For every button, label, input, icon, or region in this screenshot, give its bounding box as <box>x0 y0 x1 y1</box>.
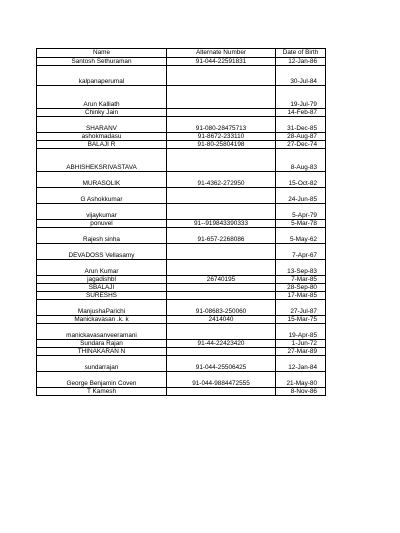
cell-name: SHARANV <box>37 117 167 133</box>
table-row <box>37 316 326 324</box>
table-row <box>37 149 326 172</box>
table-row <box>37 220 326 228</box>
cell-date-of-birth: 31-Dec-85 <box>276 117 326 133</box>
cell-alternate-number: 91-4362-272950 <box>167 172 276 188</box>
cell-alternate-number: 91-80-25804198 <box>167 141 276 149</box>
table-row <box>37 356 326 372</box>
table-row <box>37 388 326 396</box>
cell-name: Arun Kumar <box>37 260 167 276</box>
cell-name: ashokmadasu <box>37 133 167 141</box>
cell-name: jagadishbl <box>37 276 167 284</box>
table-row <box>37 133 326 141</box>
cell-name: SURESHS <box>37 292 167 300</box>
cell-date-of-birth: 8-Aug-83 <box>276 149 326 172</box>
cell-date-of-birth: 27-Dec-74 <box>276 141 326 149</box>
cell-alternate-number <box>167 292 276 300</box>
cell-name: sundarrajan <box>37 356 167 372</box>
table-row <box>37 188 326 204</box>
table-row <box>37 292 326 300</box>
table-row <box>37 284 326 292</box>
cell-date-of-birth: 28-Sep-80 <box>276 284 326 292</box>
cell-alternate-number <box>167 348 276 356</box>
cell-date-of-birth: 7-Mar-85 <box>276 276 326 284</box>
cell-name: ABHISHEKSRIVASTAVA <box>37 149 167 172</box>
cell-name: SBALAJI <box>37 284 167 292</box>
cell-name: Sundara Rajan <box>37 340 167 348</box>
cell-alternate-number: 91-44-22423420 <box>167 340 276 348</box>
cell-date-of-birth: 15-Mar-75 <box>276 316 326 324</box>
table-row <box>37 228 326 244</box>
cell-date-of-birth: 27-Mar-89 <box>276 348 326 356</box>
cell-date-of-birth: 15-Oct-82 <box>276 172 326 188</box>
cell-date-of-birth: 19-Jul-79 <box>276 86 326 109</box>
cell-alternate-number: 91--919843390333 <box>167 220 276 228</box>
header-row <box>37 49 326 58</box>
table-row <box>37 172 326 188</box>
cell-date-of-birth: 13-Sep-83 <box>276 260 326 276</box>
cell-alternate-number <box>167 244 276 260</box>
cell-name: ponuvel <box>37 220 167 228</box>
cell-alternate-number <box>167 388 276 396</box>
cell-alternate-number: 26740195 <box>167 276 276 284</box>
table-row <box>37 58 326 66</box>
cell-name: kalpanaperumal <box>37 66 167 86</box>
table-row <box>37 86 326 109</box>
cell-date-of-birth: 28-Aug-87 <box>276 133 326 141</box>
cell-date-of-birth: 21-May-80 <box>276 372 326 388</box>
header-name: Name <box>37 49 167 58</box>
cell-date-of-birth: 30-Jul-84 <box>276 66 326 86</box>
cell-date-of-birth: 5-May-62 <box>276 228 326 244</box>
cell-name: T Kamesh <box>37 388 167 396</box>
cell-alternate-number: 91-8672-233110 <box>167 133 276 141</box>
cell-date-of-birth: 24-Jun-85 <box>276 188 326 204</box>
cell-alternate-number <box>167 149 276 172</box>
cell-alternate-number <box>167 109 276 117</box>
cell-date-of-birth: 12-Jan-86 <box>276 58 326 66</box>
table-row <box>37 141 326 149</box>
cell-alternate-number <box>167 188 276 204</box>
table-row <box>37 117 326 133</box>
cell-date-of-birth: 1-Jun-72 <box>276 340 326 348</box>
cell-name: Manickavasan .k. k <box>37 316 167 324</box>
cell-date-of-birth: 27-Jul-87 <box>276 300 326 316</box>
cell-alternate-number <box>167 284 276 292</box>
cell-alternate-number: 91-044-22591831 <box>167 58 276 66</box>
table-row <box>37 340 326 348</box>
table-row <box>37 300 326 316</box>
cell-date-of-birth: 17-Mar-85 <box>276 292 326 300</box>
cell-alternate-number <box>167 204 276 220</box>
cell-date-of-birth: 14-Feb-87 <box>276 109 326 117</box>
cell-name: ManjushaParichi <box>37 300 167 316</box>
cell-alternate-number: 91-080-28475713 <box>167 117 276 133</box>
cell-name: G Ashokkumar <box>37 188 167 204</box>
cell-alternate-number <box>167 324 276 340</box>
table-row <box>37 109 326 117</box>
cell-name: manickavasanveeramani <box>37 324 167 340</box>
cell-alternate-number: 91-08683-250060 <box>167 300 276 316</box>
cell-date-of-birth: 8-Nov-86 <box>276 388 326 396</box>
cell-date-of-birth: 12-Jan-84 <box>276 356 326 372</box>
cell-date-of-birth: 5-Mar-78 <box>276 220 326 228</box>
table-row <box>37 372 326 388</box>
cell-alternate-number <box>167 260 276 276</box>
contacts-table <box>36 48 326 396</box>
table-row <box>37 348 326 356</box>
cell-name: Chinky Jain <box>37 109 167 117</box>
cell-alternate-number: 91-657-2268086 <box>167 228 276 244</box>
cell-name: THINAKARAN N <box>37 348 167 356</box>
cell-name: BALAJI R <box>37 141 167 149</box>
cell-name: DEVADOSS Vellasamy <box>37 244 167 260</box>
cell-alternate-number: 91-044-9884472555 <box>167 372 276 388</box>
cell-name: Arun Kalliath <box>37 86 167 109</box>
cell-name: Rajesh sinha <box>37 228 167 244</box>
table-row <box>37 244 326 260</box>
header-date-of-birth: Date of Birth <box>276 49 326 58</box>
header-alternate-number: Alternate Number <box>167 49 276 58</box>
cell-date-of-birth: 19-Apr-85 <box>276 324 326 340</box>
cell-alternate-number: 2414040 <box>167 316 276 324</box>
cell-alternate-number: 91-044-25506425 <box>167 356 276 372</box>
table-row <box>37 324 326 340</box>
cell-alternate-number <box>167 66 276 86</box>
cell-date-of-birth: 5-Apr-79 <box>276 204 326 220</box>
table-row <box>37 260 326 276</box>
cell-name: Santosh Sethuraman <box>37 58 167 66</box>
table-row <box>37 276 326 284</box>
table-row <box>37 204 326 220</box>
cell-alternate-number <box>167 86 276 109</box>
cell-date-of-birth: 7-Apr-67 <box>276 244 326 260</box>
cell-name: MURASOLIK <box>37 172 167 188</box>
cell-name: vijaykumar <box>37 204 167 220</box>
table-row <box>37 66 326 86</box>
cell-name: George Benjamin Coven <box>37 372 167 388</box>
